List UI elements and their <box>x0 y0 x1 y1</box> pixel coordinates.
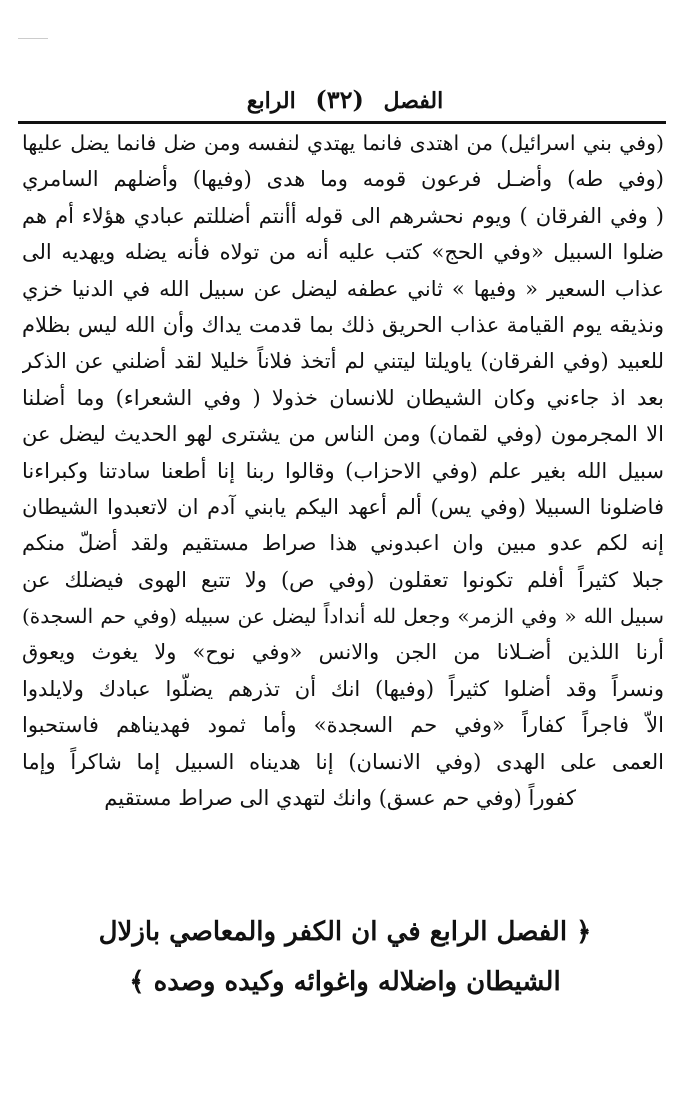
header-chapter-ordinal: الرابع <box>246 88 296 114</box>
text-line: كفوراً (وفي حم عسق) وانك لتهدي الى صراط مستقيم <box>104 786 576 811</box>
page-number: (٣٢) <box>315 85 364 114</box>
page-header <box>30 80 660 120</box>
text-line: الاّ فاجراً كفاراً «وفي حم السجدة» وأما ثمود فهديناهم فاستحبوا <box>22 713 664 738</box>
text-line: ( وفي الفرقان ) ويوم نحشرهم الى قوله أأنتم أضللتم عبادي هؤلاء أم هم <box>22 203 664 228</box>
text-line: (وفي طه) وأضـل فرعون قومه وما هدى (وفيها) وأضلهم السامري <box>22 167 664 192</box>
text-line: أرنا اللذين أضـلانا من الجن والانس «وفي نوح» ولا يغوث ويعوق <box>22 640 664 665</box>
text-line: (وفي بني اسرائيل) من اهتدى فانما يهتدي لنفسه ومن ضل فانما يضل عليها <box>22 131 664 155</box>
text-line: ونسراً وقد أضلوا كثيراً (وفيها) انك أن تذرهم يضلّوا عبادك ولايلدوا <box>22 676 664 701</box>
header-rule <box>18 121 666 124</box>
text-line: عذاب السعير « وفيها » ثاني عطفه ليضل عن سبيل الله في الدنيا خزي <box>22 276 664 301</box>
text-line: ونذيقه يوم القيامة عذاب الحريق ذلك بما قدمت يداك وأن الله ليس بظلام <box>22 312 664 337</box>
text-line: الا المجرمون (وفي لقمان) ومن الناس من يشترى لهو الحديث ليضل عن <box>22 422 664 447</box>
text-line: للعبيد (وفي الفرقان) ياويلتا ليتني لم أتخذ فلاناً خليلا لقد أضلني عن الذكر <box>22 349 664 374</box>
text-line: العمى على الهدى (وفي الانسان) إنا هديناه السبيل إما شاكراً وإما <box>22 749 664 774</box>
body-text <box>22 125 664 816</box>
text-line: ضلوا السبيل «وفي الحج» كتب عليه أنه من تولاه فأنه يضله ويهديه الى <box>22 240 664 265</box>
text-line: إنه لكم عدو مبين وان اعبدوني هذا صراط مستقيم ولقد أضلّ منكم <box>22 531 664 556</box>
text-line: فاضلونا السبيلا (وفي يس) ألم أعهد اليكم يابني آدم ان لاتعبدوا الشيطان <box>22 494 664 519</box>
section-heading-line-1: ﴿ الفصل الرابع في ان الكفر والمعاصي بازلال <box>98 917 592 947</box>
header-chapter-label: الفصل <box>383 88 444 114</box>
scan-mark <box>18 38 48 39</box>
text-line: جبلا كثيراً أفلم تكونوا تعقلون (وفي ص) ولا تتبع الهوى فيضلك عن <box>22 567 664 592</box>
text-line: بعد اذ جاءني وكان الشيطان للانسان خذولا ( وفي الشعراء) وما أضلنا <box>22 385 664 410</box>
text-line: سبيل الله « وفي الزمر» وجعل لله أنداداً ليضل عن سبيله (وفي حم السجدة) <box>22 604 664 629</box>
text-line: سبيل الله بغير علم (وفي الاحزاب) وقالوا ربنا إنا أطعنا سادتنا وكبراءنا <box>22 458 664 483</box>
section-heading-line-2: الشيطان واضلاله واغوائه وكيده وصده ﴾ <box>129 967 561 997</box>
